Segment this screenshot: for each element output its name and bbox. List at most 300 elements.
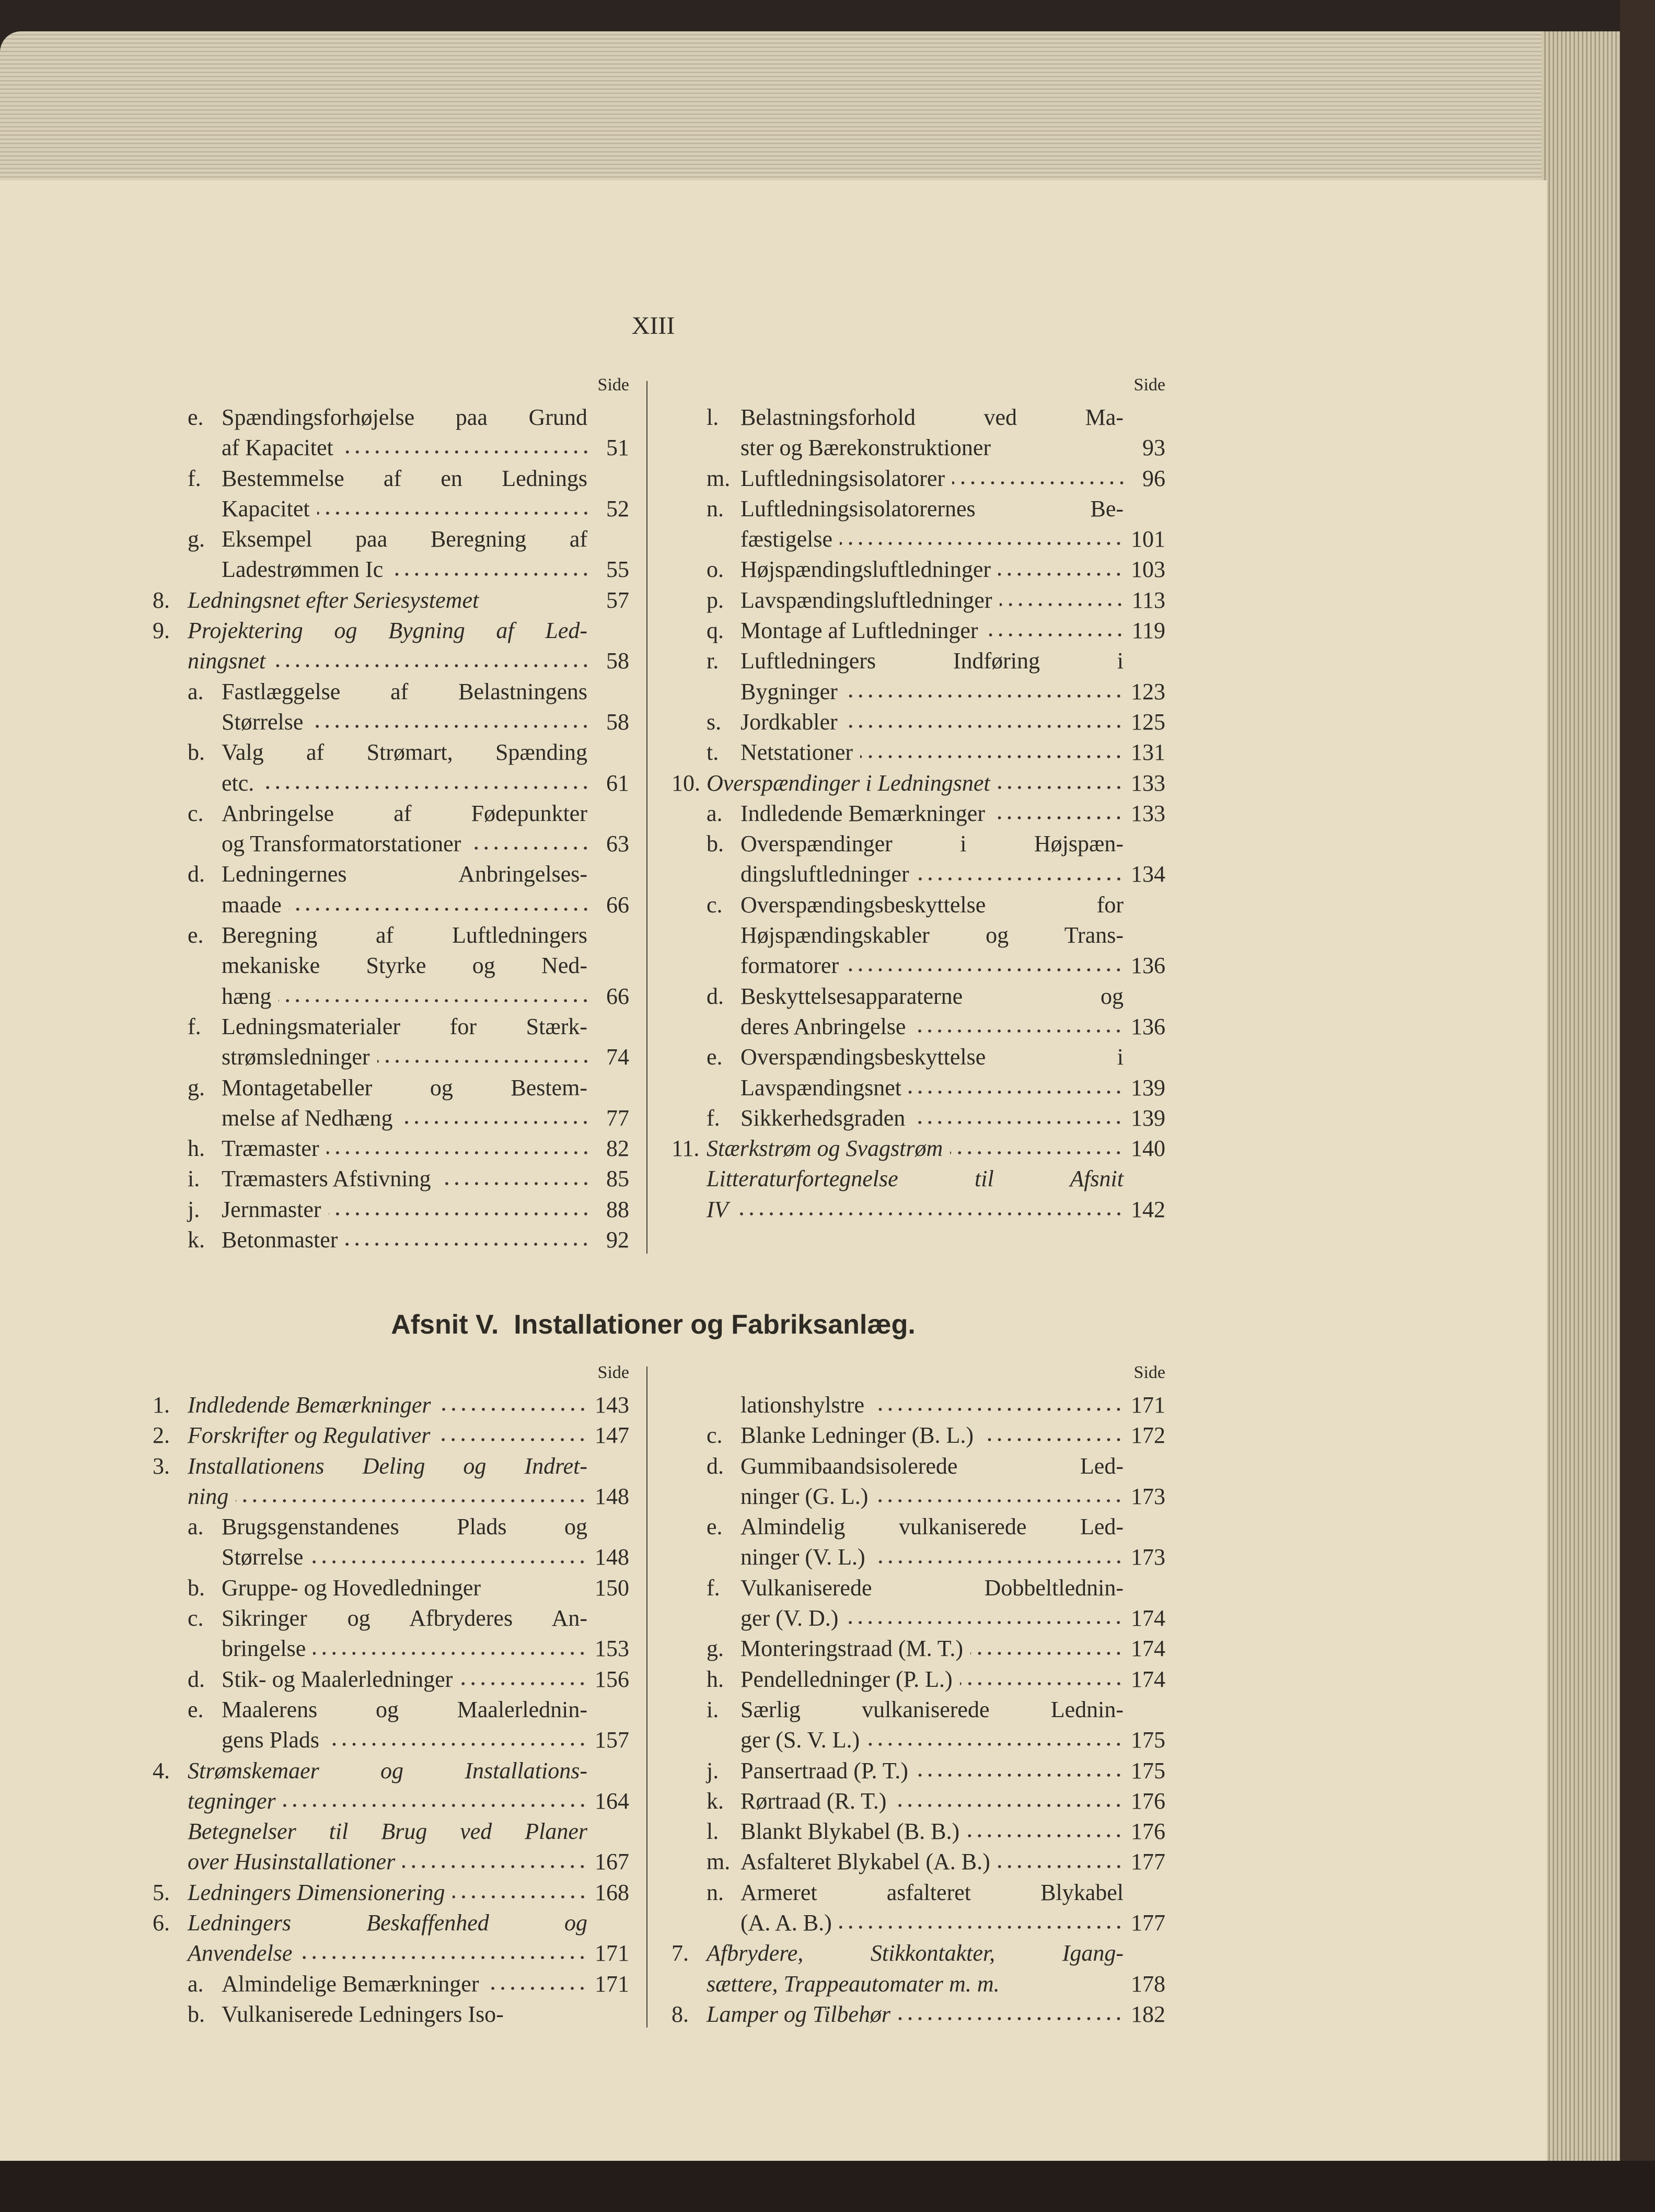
toc-page-number: 136 (1131, 1013, 1165, 1039)
toc-page-number: 103 (1131, 557, 1165, 583)
toc-entry-line (672, 920, 1165, 951)
toc-entry-line (153, 402, 629, 433)
toc-entry-title: fæstigelse (740, 526, 832, 552)
toc-entry-line (672, 1725, 1165, 1755)
toc-entry-number: b. (188, 739, 205, 766)
toc-entry-number: e. (188, 404, 204, 430)
toc-page-number: 164 (595, 1788, 629, 1814)
toc-entry-line (153, 585, 629, 616)
toc-entry-number: o. (707, 557, 724, 583)
toc-entry-title: Vulkaniserede Ledningers Iso- (222, 2001, 504, 2027)
toc-entry-number: e. (188, 922, 204, 948)
toc-subsection-entry[interactable] (672, 1042, 1165, 1103)
dot-leader (916, 1756, 1124, 1786)
toc-subsection-entry[interactable] (153, 464, 629, 525)
toc-entry-title: Strømskemaer og Installations- (188, 1757, 587, 1784)
toc-entry-line (153, 1012, 629, 1042)
toc-entry-title: Ledningsmaterialer for Stærk- (222, 1013, 587, 1039)
toc-subsection-entry[interactable] (672, 890, 1165, 981)
toc-entry-number: a. (188, 678, 204, 704)
toc-subsection-entry[interactable] (672, 737, 1165, 768)
toc-subsection-entry[interactable] (153, 402, 629, 464)
toc-page-number: 139 (1131, 1074, 1165, 1101)
toc-entry-line (153, 1999, 629, 2030)
toc-entry-title: Vulkaniserede Dobbeltlednin- (740, 1574, 1124, 1601)
toc-subsection-entry[interactable] (153, 859, 629, 920)
dot-leader (846, 1603, 1124, 1634)
toc-entry-line (672, 585, 1165, 616)
toc-entry-line (153, 1695, 629, 1725)
dot-leader (839, 1908, 1124, 1938)
toc-entry-title: Lamper og Tilbehør (707, 2001, 891, 2027)
toc-subsection-entry[interactable] (153, 798, 629, 860)
toc-chapter-entry[interactable] (153, 1420, 629, 1451)
toc-page-number: 177 (1131, 1910, 1165, 1936)
toc-entry-line (153, 1042, 629, 1072)
toc-entry-title: Ledningernes Anbringelses- (222, 861, 587, 887)
toc-entry-number: f. (707, 1105, 720, 1131)
toc-subsection-entry[interactable] (153, 1999, 629, 2030)
dot-leader (310, 707, 591, 737)
toc-entry-line (153, 1664, 629, 1695)
toc-entry-number: 8. (153, 587, 170, 613)
toc-entry-line (153, 1786, 629, 1816)
toc-entry-title: Ledningsnet efter Seriesystemet (188, 587, 479, 613)
dot-leader (453, 1878, 587, 1908)
toc-entry-title: Fastlæggelse af Belastningens (222, 678, 587, 704)
toc-subsection-entry[interactable] (672, 1512, 1165, 1573)
toc-entry-title: Størrelse (222, 1544, 304, 1570)
toc-subsection-entry[interactable] (153, 1164, 629, 1194)
toc-entry-title: Stærkstrøm og Svagstrøm (707, 1136, 943, 1162)
toc-subsection-entry[interactable] (153, 1573, 629, 1603)
toc-entry-line (672, 464, 1165, 494)
toc-entry-title: ningsnet (188, 648, 266, 674)
toc-entry-title: Træmasters Afstivning (222, 1166, 431, 1192)
dot-leader (273, 646, 591, 677)
toc-subsection-entry[interactable] (672, 981, 1165, 1043)
toc-entry-number: s. (707, 709, 722, 735)
toc-entry-line (153, 981, 629, 1012)
toc-page-number: 167 (595, 1849, 629, 1875)
toc-entry-title: Beregning af Luftledningers (222, 922, 587, 948)
dot-leader (867, 1725, 1124, 1755)
toc-page-number: 168 (595, 1879, 629, 1905)
toc-subsection-entry[interactable] (153, 1603, 629, 1664)
toc-chapter-entry[interactable] (672, 1938, 1165, 1999)
toc-subsection-entry[interactable] (153, 677, 629, 738)
dot-leader (840, 524, 1124, 554)
toc-entry-number: h. (188, 1136, 205, 1162)
dot-leader (317, 494, 591, 524)
dot-leader (872, 1390, 1124, 1420)
toc-entry-line (672, 524, 1165, 554)
dot-leader (486, 1969, 587, 1999)
toc-entry-title: Ledningers Beskaffenhed og (188, 1910, 587, 1936)
toc-entry-number: 3. (153, 1453, 170, 1479)
dot-leader (967, 1816, 1124, 1847)
toc-entry-number: j. (707, 1757, 719, 1784)
dot-leader (437, 1420, 587, 1451)
toc-entry-title: Pansertraad (P. T.) (740, 1757, 908, 1784)
toc-page-number: 57 (606, 587, 629, 613)
toc-subsection-entry[interactable] (672, 494, 1165, 555)
toc-entry-number: 7. (672, 1940, 689, 1966)
toc-page-number: 125 (1131, 709, 1165, 735)
toc-subsection-entry[interactable] (153, 1073, 629, 1134)
toc-entry-number: q. (707, 618, 724, 644)
toc-entry-title: Luftledningers Indføring i (740, 648, 1124, 674)
dot-leader (377, 1042, 591, 1072)
toc-entry-line (153, 1164, 629, 1194)
toc-entry-line (672, 1451, 1165, 1481)
toc-subsection-entry[interactable] (672, 1390, 1165, 1420)
toc-entry-number: m. (707, 465, 731, 491)
toc-page-number: 172 (1131, 1422, 1165, 1449)
toc-entry-title: Pendelledninger (P. L.) (740, 1666, 953, 1692)
toc-subsection-entry[interactable] (153, 920, 629, 1012)
toc-chapter-entry[interactable] (153, 1756, 629, 1817)
toc-page-number: 139 (1131, 1105, 1165, 1131)
toc-subsection-entry[interactable] (672, 402, 1165, 464)
toc-entry-line (672, 951, 1165, 981)
toc-entry-title: Lavspændingsnet (740, 1074, 901, 1101)
toc-entry-number: f. (188, 1013, 201, 1039)
toc-subsection-entry[interactable] (672, 1634, 1165, 1664)
toc-subsection-entry[interactable] (153, 1512, 629, 1573)
toc-entry-title: Overspændinger i Højspæn- (740, 831, 1124, 857)
toc-entry-line (153, 1420, 629, 1451)
toc-entry-title: Montagetabeller og Bestem- (222, 1074, 587, 1101)
toc-entry-line (672, 1195, 1165, 1225)
toc-entry-number: c. (707, 1422, 723, 1449)
toc-subsection-entry[interactable] (672, 1573, 1165, 1634)
toc-chapter-entry[interactable] (153, 585, 629, 616)
toc-entry-title: Projektering og Bygning af Led- (188, 618, 587, 644)
toc-entry-title: af Kapacitet (222, 435, 333, 461)
toc-entry-line (672, 1603, 1165, 1634)
dot-leader (970, 1634, 1124, 1664)
toc-page-number: 150 (595, 1574, 629, 1601)
toc-subsection-entry[interactable] (153, 1695, 629, 1756)
toc-entry-number: k. (707, 1788, 724, 1814)
toc-page-number: 156 (595, 1666, 629, 1692)
toc-page-number: 133 (1131, 800, 1165, 826)
toc-entry-number: 10. (672, 770, 700, 796)
toc-entry-line (153, 494, 629, 524)
toc-entry-number: h. (707, 1666, 724, 1692)
toc-entry-line (153, 798, 629, 829)
dot-leader (998, 555, 1124, 585)
toc-page-number: 136 (1131, 953, 1165, 979)
toc-chapter-entry[interactable] (153, 1390, 629, 1420)
toc-page-number: 177 (1131, 1849, 1165, 1875)
toc-page-number: 134 (1131, 861, 1165, 887)
toc-subsection-entry[interactable] (672, 1451, 1165, 1512)
toc-entry-title: ning (188, 1483, 229, 1509)
toc-entry-line (153, 554, 629, 585)
dot-leader (327, 1133, 591, 1164)
toc-subsection-entry[interactable] (672, 464, 1165, 494)
toc-page-number: 176 (1131, 1819, 1165, 1845)
dot-leader (289, 890, 591, 920)
toc-entry-number: 6. (153, 1910, 170, 1936)
toc-entry-title: Almindelige Bemærkninger (222, 1971, 479, 1997)
toc-entry-line (672, 1542, 1165, 1572)
toc-entry-number: c. (188, 800, 204, 826)
toc-chapter-entry[interactable] (672, 1999, 1165, 2030)
toc-entry-line (153, 1073, 629, 1103)
toc-subsection-entry[interactable] (153, 1225, 629, 1255)
dot-leader (960, 1664, 1124, 1695)
toc-entry-line (153, 1512, 629, 1542)
toc-page-number: 173 (1131, 1483, 1165, 1509)
toc-entry-title: Gruppe- og Hovedledninger (222, 1574, 481, 1601)
toc-page-number: 52 (606, 495, 629, 522)
toc-entry-line (672, 1634, 1165, 1664)
toc-page-number: 142 (1131, 1196, 1165, 1222)
toc-entry-title: strømsledninger (222, 1044, 370, 1070)
toc-entry-title: ninger (V. L.) (740, 1544, 865, 1570)
dot-leader (261, 768, 591, 798)
toc-entry-line (672, 1390, 1165, 1420)
toc-entry-title: melse af Nedhæng (222, 1105, 393, 1131)
toc-entry-line (672, 1664, 1165, 1695)
side-column-label: Side (1133, 375, 1165, 395)
toc-entry-number: g. (188, 1074, 205, 1101)
toc-entry-line (153, 707, 629, 737)
toc-entry-line (672, 798, 1165, 829)
toc-entry-line (672, 1695, 1165, 1725)
side-column-label: Side (597, 1363, 629, 1382)
toc-subsection-entry[interactable] (672, 798, 1165, 829)
toc-entry-number: 8. (672, 2001, 689, 2027)
toc-entry-title: hæng (222, 983, 272, 1009)
dot-leader (912, 1103, 1124, 1133)
toc-subsection-entry[interactable] (153, 1969, 629, 1999)
toc-entry-number: r. (707, 648, 719, 674)
toc-entry-line (153, 464, 629, 494)
toc-chapter-entry[interactable] (153, 1908, 629, 1969)
toc-entry-title: Betonmaster (222, 1227, 338, 1253)
toc-entry-line (672, 1938, 1165, 1968)
toc-page-number: 178 (1131, 1971, 1165, 1997)
toc-entry-title: Bestemmelse af en Lednings (222, 465, 587, 491)
dot-leader (283, 1786, 587, 1816)
toc-entry-line (672, 737, 1165, 768)
toc-entry-line (672, 677, 1165, 707)
toc-entry-line (153, 920, 629, 951)
toc-entry-number: n. (707, 495, 724, 522)
toc-entry-title: mekaniske Styrke og Ned- (222, 953, 587, 979)
toc-entry-line (153, 1390, 629, 1420)
toc-entry-line (672, 402, 1165, 433)
dot-leader (845, 677, 1124, 707)
toc-page-number: 148 (595, 1483, 629, 1509)
toc-entry-line (153, 1969, 629, 1999)
toc-entry-title: Blanke Ledninger (B. L.) (740, 1422, 974, 1449)
dot-leader (981, 1420, 1124, 1451)
toc-page-number: 55 (606, 557, 629, 583)
toc-page-number: 119 (1131, 618, 1165, 644)
toc-page-number: 92 (606, 1227, 629, 1253)
toc-entry-title: Installationens Deling og Indret- (188, 1453, 587, 1479)
toc-page-number: 171 (595, 1940, 629, 1966)
toc-entry-title: Særlig vulkaniserede Lednin- (740, 1696, 1124, 1722)
toc-page-number: 143 (595, 1392, 629, 1418)
toc-entry-title: Eksempel paa Beregning af (222, 526, 587, 552)
toc-entry-number: n. (707, 1879, 724, 1905)
toc-entry-line (153, 1133, 629, 1164)
toc-entry-line (672, 1878, 1165, 1908)
toc-subsection-entry[interactable] (153, 1012, 629, 1073)
dot-leader (299, 1938, 587, 1968)
toc-page-number: 171 (1131, 1392, 1165, 1418)
toc-page-number: 61 (606, 770, 629, 796)
toc-entry-line (153, 1725, 629, 1755)
toc-entry-line (153, 1938, 629, 1968)
toc-entry-line (672, 1073, 1165, 1103)
toc-entry-line (153, 433, 629, 463)
toc-entry-title: deres Anbringelse (740, 1013, 906, 1039)
toc-chapter-entry[interactable] (672, 768, 1165, 798)
toc-subsection-entry[interactable] (672, 1786, 1165, 1816)
dot-leader (873, 1543, 1124, 1573)
toc-subsection-entry[interactable] (153, 524, 629, 585)
toc-entry-number: l. (707, 404, 719, 430)
toc-entry-number: e. (707, 1514, 723, 1540)
toc-subsection-entry[interactable] (672, 1847, 1165, 1877)
dot-leader (341, 433, 591, 463)
toc-entry-number: a. (707, 800, 723, 826)
toc-chapter-entry[interactable] (672, 1164, 1165, 1225)
toc-entry-number: d. (707, 983, 724, 1009)
dot-leader (998, 1847, 1124, 1878)
toc-entry-line (153, 1481, 629, 1512)
toc-page-number: 174 (1131, 1605, 1165, 1631)
toc-subsection-entry[interactable] (153, 1133, 629, 1164)
toc-entry-title: Ladestrømmen Ic (222, 557, 384, 583)
toc-entry-line (672, 1908, 1165, 1938)
toc-page-number: 74 (606, 1044, 629, 1070)
toc-subsection-entry[interactable] (672, 646, 1165, 707)
toc-entry-title: Jordkabler (740, 709, 838, 735)
toc-entry-title: IV (707, 1196, 728, 1222)
toc-entry-number: g. (188, 526, 205, 552)
toc-subsection-entry[interactable] (153, 1664, 629, 1695)
toc-entry-number: f. (188, 465, 201, 491)
toc-entry-number: 11. (672, 1136, 700, 1162)
toc-entry-number: 4. (153, 1757, 170, 1784)
toc-entry-title: dingsluftledninger (740, 861, 909, 887)
toc-entry-title: Stik- og Maalerledninger (222, 1666, 453, 1692)
toc-entry-line (672, 1847, 1165, 1877)
toc-entry-number: e. (707, 1044, 723, 1070)
toc-entry-title: Højspændingsluftledninger (740, 557, 991, 583)
toc-subsection-entry[interactable] (672, 707, 1165, 737)
toc-entry-line (153, 677, 629, 707)
dot-leader (329, 1195, 591, 1225)
toc-entry-line (672, 554, 1165, 585)
toc-entry-line (672, 1786, 1165, 1816)
toc-entry-title: Indledende Bemærkninger (740, 800, 985, 826)
toc-entry-title: Luftledningsisolatorer (740, 465, 945, 491)
toc-entry-number: d. (188, 861, 205, 887)
toc-entry-title: og Transformatorstationer (222, 831, 461, 857)
toc-subsection-entry[interactable] (672, 1664, 1165, 1695)
toc-subsection-entry[interactable] (672, 1695, 1165, 1756)
toc-page-number: 182 (1131, 2001, 1165, 2027)
toc-entry-title: Almindelig vulkaniserede Led- (740, 1514, 1124, 1540)
toc-entry-number: m. (707, 1849, 731, 1875)
toc-entry-title: Blankt Blykabel (B. B.) (740, 1819, 960, 1845)
book-page-edges-right (1542, 31, 1620, 2163)
toc-subsection-entry[interactable] (672, 554, 1165, 585)
toc-chapter-entry[interactable] (153, 1451, 629, 1512)
dot-leader (438, 1164, 591, 1195)
dot-leader (998, 768, 1124, 798)
toc-page-number: 148 (595, 1544, 629, 1570)
toc-subsection-entry[interactable] (672, 1756, 1165, 1786)
column-divider (646, 1366, 647, 2028)
toc-entry-line (672, 1969, 1165, 1999)
toc-entry-line (153, 1573, 629, 1603)
toc-chapter-entry[interactable] (672, 1133, 1165, 1164)
dot-leader (894, 1786, 1124, 1816)
toc-entry-line (672, 1420, 1165, 1451)
toc-subsection-entry[interactable] (672, 1878, 1165, 1939)
toc-entry-line (153, 1878, 629, 1908)
toc-entry-line (672, 1012, 1165, 1042)
toc-page-number: 171 (595, 1971, 629, 1997)
toc-subsection-entry[interactable] (153, 1195, 629, 1225)
toc-subsection-entry[interactable] (672, 829, 1165, 890)
toc-page-number: 113 (1131, 587, 1165, 613)
dot-leader (875, 1481, 1124, 1512)
toc-entry-line (153, 1847, 629, 1877)
toc-entry-line (153, 859, 629, 889)
toc-subsection-entry[interactable] (672, 616, 1165, 646)
toc-subsection-entry[interactable] (672, 1420, 1165, 1451)
toc-entry-title: Armeret asfalteret Blykabel (740, 1879, 1124, 1905)
toc-subsection-entry[interactable] (672, 585, 1165, 616)
toc-entry-title: Størrelse (222, 709, 304, 735)
toc-entry-number: i. (707, 1696, 719, 1722)
dot-leader (1000, 585, 1125, 616)
dot-leader (345, 1225, 591, 1255)
toc-entry-line (153, 524, 629, 554)
toc-page-number: 66 (606, 891, 629, 918)
toc-entry-line (153, 1225, 629, 1255)
toc-entry-number: g. (707, 1636, 724, 1662)
column-divider (646, 381, 647, 1254)
toc-subsection-entry[interactable] (153, 737, 629, 798)
toc-chapter-entry[interactable] (153, 1816, 629, 1878)
toc-subsection-entry[interactable] (672, 1103, 1165, 1133)
toc-chapter-entry[interactable] (153, 616, 629, 677)
dot-leader (952, 464, 1127, 494)
toc-entry-line (672, 1133, 1165, 1164)
toc-subsection-entry[interactable] (672, 1816, 1165, 1847)
toc-entry-title: Afbrydere, Stikkontakter, Igang- (707, 1940, 1124, 1966)
toc-entry-title: Betegnelser til Brug ved Planer (188, 1819, 587, 1845)
toc-entry-title: Overspændingsbeskyttelse for (740, 891, 1124, 918)
toc-entry-title: Litteraturfortegnelse til Afsnit (707, 1166, 1124, 1192)
toc-page-number: 131 (1131, 739, 1165, 766)
toc-page-number: 175 (1131, 1727, 1165, 1753)
toc-chapter-entry[interactable] (153, 1878, 629, 1908)
toc-entry-line (672, 494, 1165, 524)
